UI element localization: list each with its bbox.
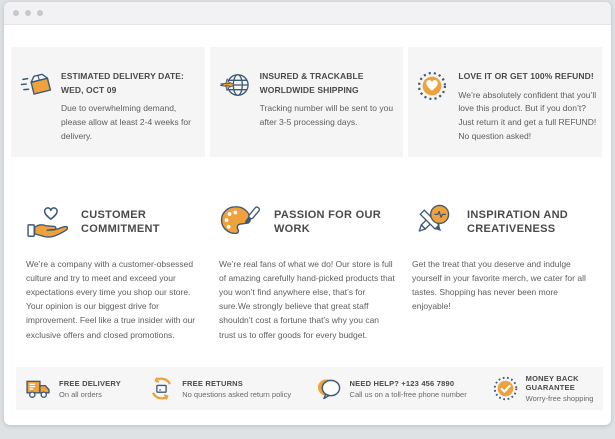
truck-icon: [26, 378, 51, 399]
footer-item-text: [350, 379, 467, 399]
footer-item-free-returns: [139, 376, 306, 401]
bulb-pencil-icon: [412, 204, 456, 240]
value-header: [412, 200, 589, 244]
feature-text: [458, 70, 598, 157]
value-title: PASSION FOR OUR WORK: [274, 208, 381, 235]
top-features-section: [11, 47, 602, 157]
footer-item-subtitle: On all orders: [59, 389, 102, 399]
browser-window: [4, 2, 611, 425]
value-column-passion: [219, 200, 396, 342]
footer-item-need-help: [307, 377, 483, 400]
value-header: [219, 200, 396, 244]
globe-plane-icon: [219, 71, 251, 157]
value-title: INSPIRATION AND CREATIVENESS: [467, 208, 569, 235]
footer-item-title: FREE DELIVERY: [59, 378, 121, 388]
window-dot: [13, 10, 19, 16]
feature-text: [61, 70, 201, 157]
feature-body: Due to overwhelming demand, please allow at least 2-4 weeks for delivery.: [61, 103, 191, 141]
footer-item-free-delivery: [16, 378, 139, 399]
value-title: CUSTOMER COMMITMENT: [81, 208, 160, 235]
feature-card-shipping: [210, 47, 404, 157]
values-section: [26, 200, 589, 342]
feature-title: ESTIMATED DELIVERY DATE: WED, OCT 09: [61, 71, 184, 95]
palette-brush-icon: [219, 204, 263, 240]
value-column-inspiration: [412, 200, 589, 342]
feature-text: [260, 70, 400, 157]
feature-body: Tracking number will be sent to you after 3-5 processing days.: [259, 103, 394, 127]
footer-item-text: [526, 374, 603, 403]
window-dot: [37, 10, 43, 16]
value-body: We’re real fans of what we do! Our store is full of amazing carefully hand-picked products that you won’t find anywhere else, that’s for sure.We strongly believe that great staff shouldn’t cost a fortune that’s why you can trust us to offer goods for every budget.: [219, 259, 395, 340]
window-dot: [25, 10, 31, 16]
footer-item-title: MONEY BACK GUARANTEE: [525, 374, 579, 392]
feature-card-refund: [408, 47, 602, 157]
footer-item-money-back: [483, 374, 603, 403]
value-header: [26, 200, 203, 244]
footer-item-text: [182, 379, 291, 399]
value-column-customer-commitment: [26, 200, 203, 342]
refund-heart-badge-icon: [417, 71, 449, 157]
feature-title: LOVE IT OR GET 100% REFUND!: [458, 71, 594, 81]
footer-item-title: FREE RETURNS: [182, 378, 244, 388]
footer-item-subtitle: Worry-free shopping: [525, 394, 594, 403]
returns-arrows-icon: [149, 376, 174, 401]
value-body: Get the treat that you deserve and indulge yourself in your favorite merch, we cater for all tastes. Shopping has never been more enjoyable!: [412, 259, 586, 312]
check-badge-icon: [493, 376, 518, 401]
feature-title: INSURED & TRACKABLE WORLDWIDE SHIPPING: [259, 71, 364, 95]
hand-heart-icon: [26, 203, 70, 241]
feature-card-delivery-date: [11, 47, 205, 157]
window-titlebar: [4, 2, 611, 25]
value-body: We’re a company with a customer-obsessed culture and try to meet and exceed your expectations every time you shop our store. Your opinion is our biggest drive for improvement. Feel like a true insider with our exclusive offers and closed promotions.: [26, 259, 196, 340]
shipping-box-icon: [20, 71, 52, 157]
footer-item-subtitle: No questions asked return policy: [182, 389, 292, 399]
footer-item-text: [59, 379, 121, 399]
footer-item-title: NEED HELP? +123 456 7890: [349, 378, 455, 388]
feature-body: We’re absolutely confident that you’ll love this product. But if you don’t? Just return it and get a full REFUND! No question asked!: [458, 89, 597, 141]
footer-item-subtitle: Call us on a toll-free phone number: [349, 389, 467, 399]
chat-bubble-icon: [317, 377, 342, 400]
footer-bar: [16, 367, 603, 410]
